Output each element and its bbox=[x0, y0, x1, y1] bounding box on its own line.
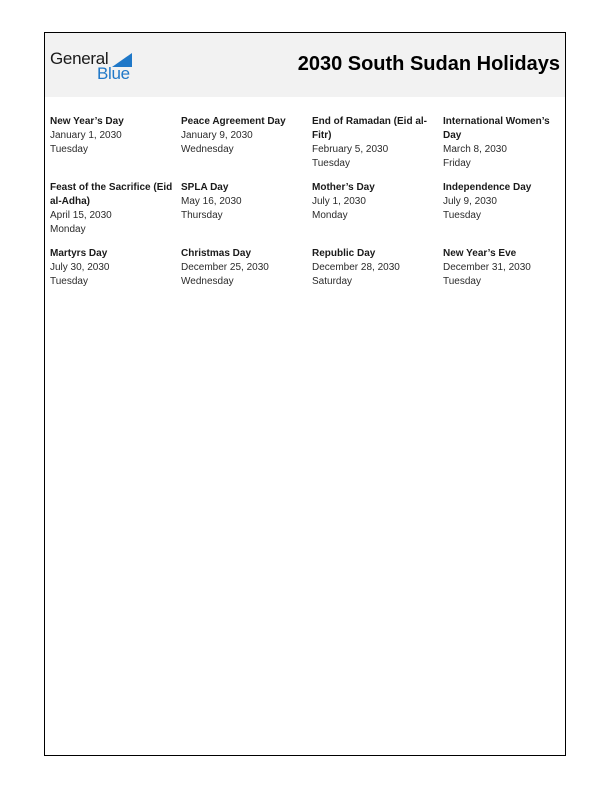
holiday-weekday: Tuesday bbox=[50, 144, 88, 155]
holiday-name: Mother’s Day bbox=[312, 182, 375, 193]
holiday-weekday: Tuesday bbox=[443, 276, 481, 287]
holiday-item bbox=[181, 115, 312, 171]
holiday-item bbox=[50, 115, 181, 171]
holiday-item bbox=[181, 181, 312, 237]
holiday-date: July 9, 2030 bbox=[443, 196, 497, 207]
holiday-date: March 8, 2030 bbox=[443, 144, 507, 155]
holiday-date: January 1, 2030 bbox=[50, 130, 122, 141]
page-frame bbox=[44, 32, 566, 756]
holiday-item bbox=[443, 181, 570, 237]
holiday-weekday: Tuesday bbox=[312, 158, 350, 169]
holiday-date: May 16, 2030 bbox=[181, 196, 242, 207]
holiday-name: Feast of the Sacrifice (Eid al-Adha) bbox=[50, 182, 173, 207]
holiday-item bbox=[443, 247, 570, 289]
holiday-weekday: Tuesday bbox=[443, 210, 481, 221]
holiday-name: SPLA Day bbox=[181, 182, 229, 193]
holiday-item bbox=[50, 247, 181, 289]
holiday-grid bbox=[50, 115, 570, 289]
holiday-item bbox=[50, 181, 181, 237]
holiday-item bbox=[443, 115, 570, 171]
holiday-weekday: Monday bbox=[312, 210, 348, 221]
holiday-weekday: Wednesday bbox=[181, 144, 234, 155]
page-title: 2030 South Sudan Holidays bbox=[297, 53, 560, 75]
holiday-name: International Women’s Day bbox=[443, 116, 550, 141]
holiday-date: April 15, 2030 bbox=[50, 210, 112, 221]
holiday-name: New Year’s Eve bbox=[443, 248, 517, 259]
holiday-date: July 1, 2030 bbox=[312, 196, 366, 207]
holiday-date: February 5, 2030 bbox=[312, 144, 389, 155]
holiday-date: July 30, 2030 bbox=[50, 262, 110, 273]
holiday-weekday: Thursday bbox=[181, 210, 223, 221]
holiday-item bbox=[312, 115, 443, 171]
holiday-date: December 31, 2030 bbox=[443, 262, 531, 273]
holiday-name: Christmas Day bbox=[181, 248, 252, 259]
holiday-item bbox=[312, 247, 443, 289]
holiday-name: Independence Day bbox=[443, 182, 532, 193]
logo-word-general: General bbox=[50, 49, 109, 68]
holiday-weekday: Monday bbox=[50, 224, 86, 235]
header bbox=[45, 33, 565, 97]
holiday-name: New Year’s Day bbox=[50, 116, 124, 127]
holiday-name: Martyrs Day bbox=[50, 248, 108, 259]
holiday-date: December 25, 2030 bbox=[181, 262, 269, 273]
holiday-weekday: Saturday bbox=[312, 276, 353, 287]
holiday-name: Peace Agreement Day bbox=[181, 116, 286, 127]
holiday-item bbox=[312, 181, 443, 237]
logo-word-blue: Blue bbox=[97, 64, 130, 83]
logo bbox=[50, 49, 140, 83]
holiday-date: January 9, 2030 bbox=[181, 130, 253, 141]
holiday-date: December 28, 2030 bbox=[312, 262, 400, 273]
holiday-weekday: Friday bbox=[443, 158, 471, 169]
holiday-weekday: Tuesday bbox=[50, 276, 88, 287]
holiday-item bbox=[181, 247, 312, 289]
holiday-name: Republic Day bbox=[312, 248, 376, 259]
holiday-weekday: Wednesday bbox=[181, 276, 234, 287]
holiday-name: End of Ramadan (Eid al-Fitr) bbox=[312, 116, 428, 141]
